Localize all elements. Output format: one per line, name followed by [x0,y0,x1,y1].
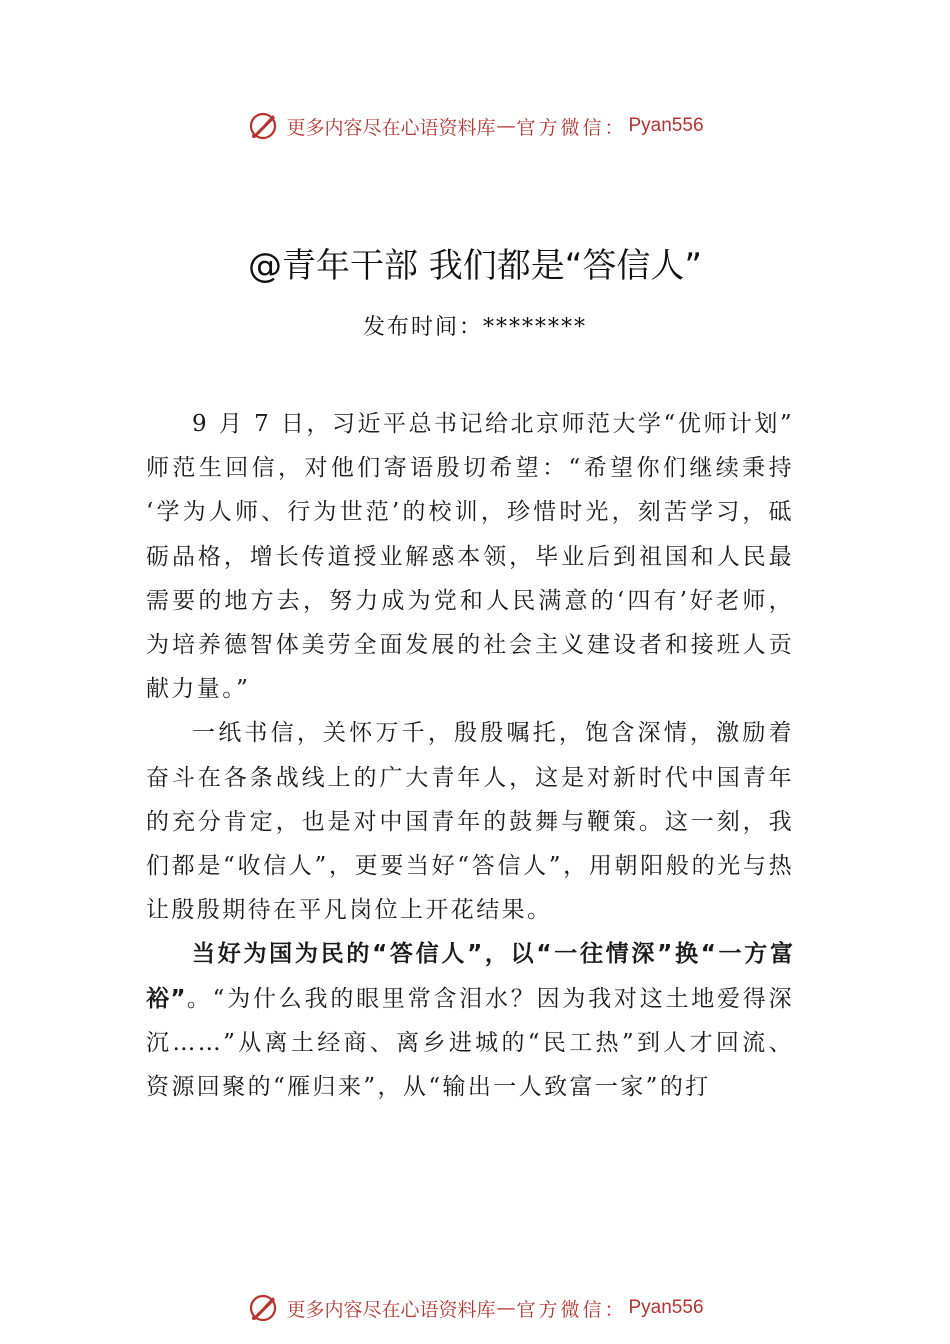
watermark-wechat-id: Pyan556 [628,115,704,136]
watermark-label: 官方微信： [516,116,627,139]
watermark-separator: — [496,1297,516,1319]
article-title: @青年干部 我们都是“答信人” [247,246,703,286]
watermark-header [0,106,950,146]
watermark-brand: 更多内容尽在心语资料库 [286,1298,496,1321]
quill-pen-logo-icon [246,1291,280,1325]
paragraph-3-rest: 。“为什么我的眼里常含泪水？因为我对这土地爱得深沉……”从离土经商、离乡进城的“民工热”到人才回流、资源回聚的“雁归来”，从“输出一人致富一家”的打 [146,985,794,1101]
paragraph-2: 一纸书信，关怀万千，殷殷嘱托，饱含深情，激励着奋斗在各条战线上的广大青年人，这是对新时代中国青年的充分肯定，也是对中国青年的鼓舞与鞭策。这一刻，我们都是“收信人”，更要当好“答信人”，用朝阳般的光与热让殷殷期待在平凡岗位上开花结果。 [146,720,794,924]
publish-time: 发布时间：******** [362,315,587,340]
watermark-footer [0,1288,950,1328]
paragraph-3 [146,932,794,1109]
watermark-brand: 更多内容尽在心语资料库 [286,116,496,139]
watermark-separator: — [496,115,516,137]
quill-pen-logo-icon [246,109,280,143]
paragraph-3-lead: 当好为国为民的“答信人”，以“一往情深”换“一方富裕” [146,941,794,1012]
article-body [146,402,794,1109]
watermark-wechat-id: Pyan556 [628,1297,704,1318]
paragraph-1: 9 月 7 日，习近平总书记给北京师范大学“优师计划” 师范生回信，对他们寄语殷切希望：“希望你们继续秉持 ‘学为人师、行为世范’的校训，珍惜时光，刻苦学习，砥砺品格，增长传道授业解惑本领，毕业后到祖国和人民最需要的地方去，努力成为党和人民满意的‘四有’好老师，为培养德智体美劳全面发展的社会主义建设者和接班人贡献力量。” [146,411,794,703]
watermark-label: 官方微信： [516,1298,627,1321]
